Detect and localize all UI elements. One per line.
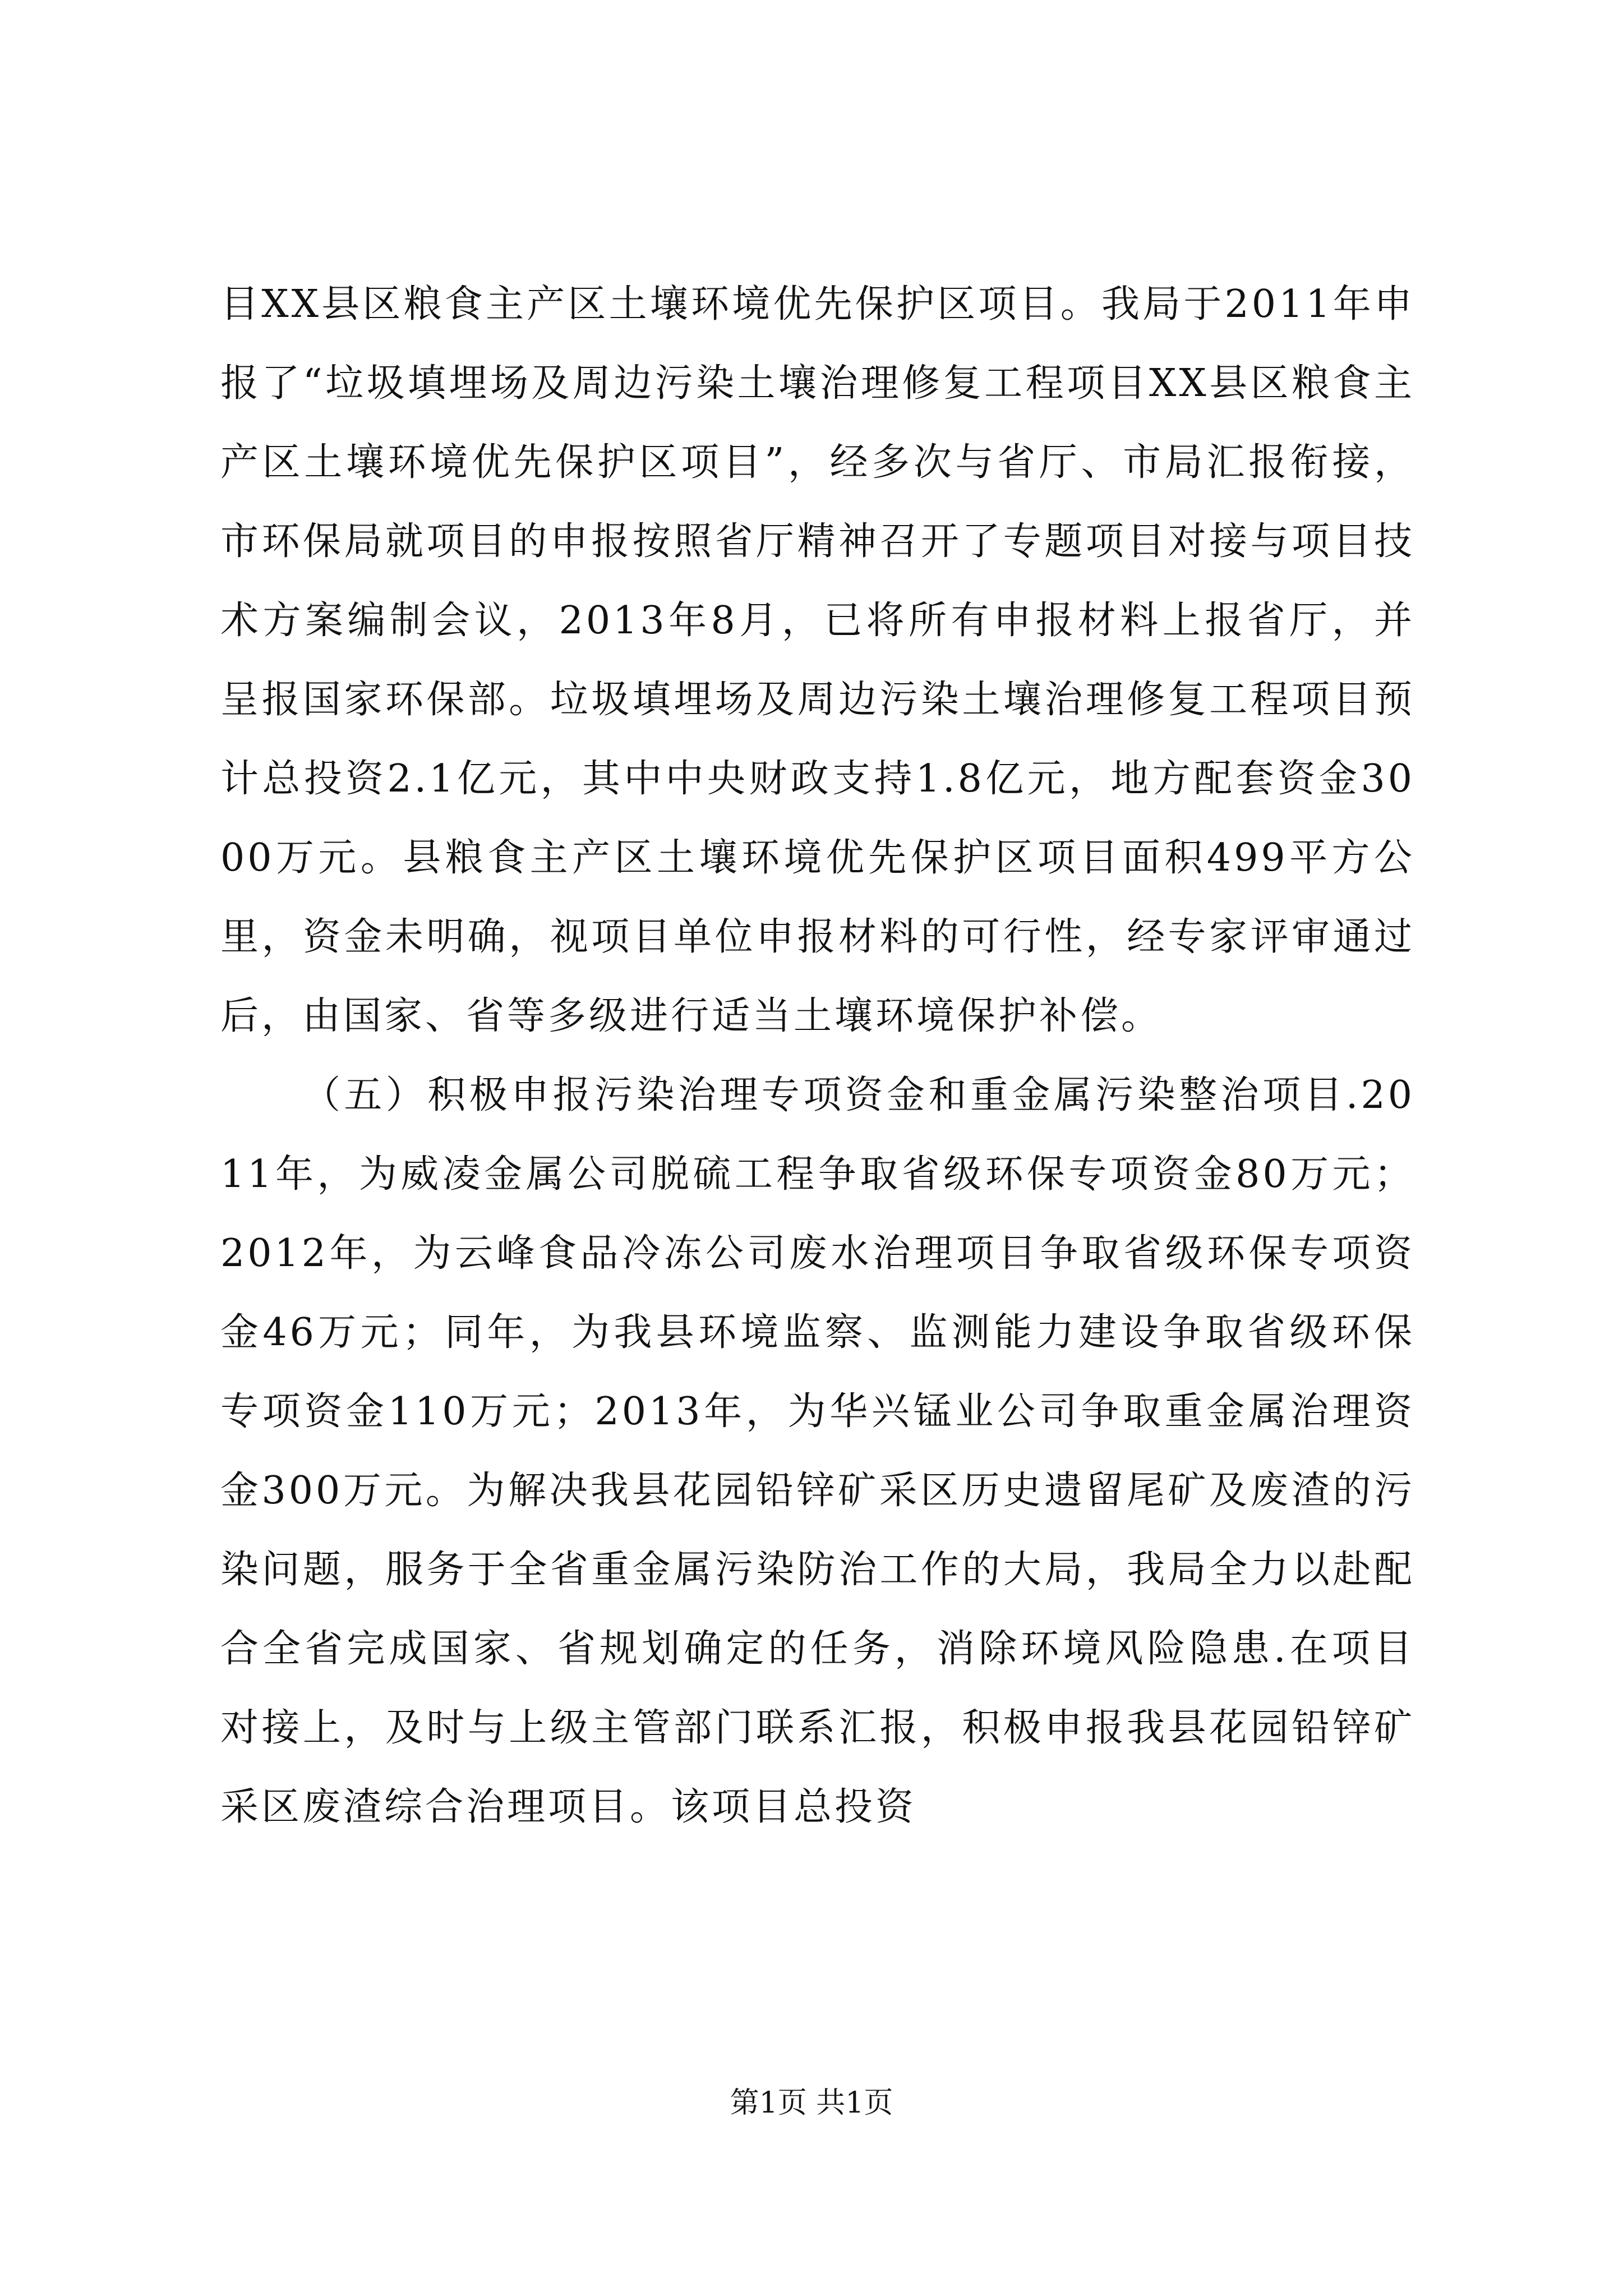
paragraph-continued: 目XX县区粮食主产区土壤环境优先保护区项目。我局于2011年申报了“垃圾填埋场及周边污染土壤治理修复工程项目XX县区粮食主产区土壤环境优先保护区项目”，经多次与省厅、市局汇报衔接，市环保局就项目的申报按照省厅精神召开了专题项目对接与项目技术方案编制会议，2013年8月，已将所有申报材料上报省厅，并呈报国家环保部。垃圾填埋场及周边污染土壤治理修复工程项目预计总投资2.1亿元，其中中央财政支持1.8亿元，地方配套资金3000万元。县粮食主产区土壤环境优先保护区项目面积499平方公里，资金未明确，视项目单位申报材料的可行性，经专家评审通过后，由国家、省等多级进行适当土壤环境保护补偿。 <box>220 282 1415 1038</box>
paragraph-section-five: （五）积极申报污染治理专项资金和重金属污染整治项目.2011年，为威凌金属公司脱硫工程争取省级环保专项资金80万元；2012年，为云峰食品冷冻公司废水治理项目争取省级环保专项资金46万元；同年，为我县环境监察、监测能力建设争取省级环保专项资金110万元；2013年，为华兴锰业公司争取重金属治理资金300万元。为解决我县花园铅锌矿采区历史遗留尾矿及废渣的污染问题，服务于全省重金属污染防治工作的大局，我局全力以赴配合全省完成国家、省规划确定的任务，消除环境风险隐患.在项目对接上，及时与上级主管部门联系汇报，积极申报我县花园铅锌矿采区废渣综合治理项目。该项目总投资 <box>220 1073 1415 1829</box>
document-body <box>220 265 1415 1847</box>
page-footer: 第1页 共1页 <box>730 2086 893 2120</box>
